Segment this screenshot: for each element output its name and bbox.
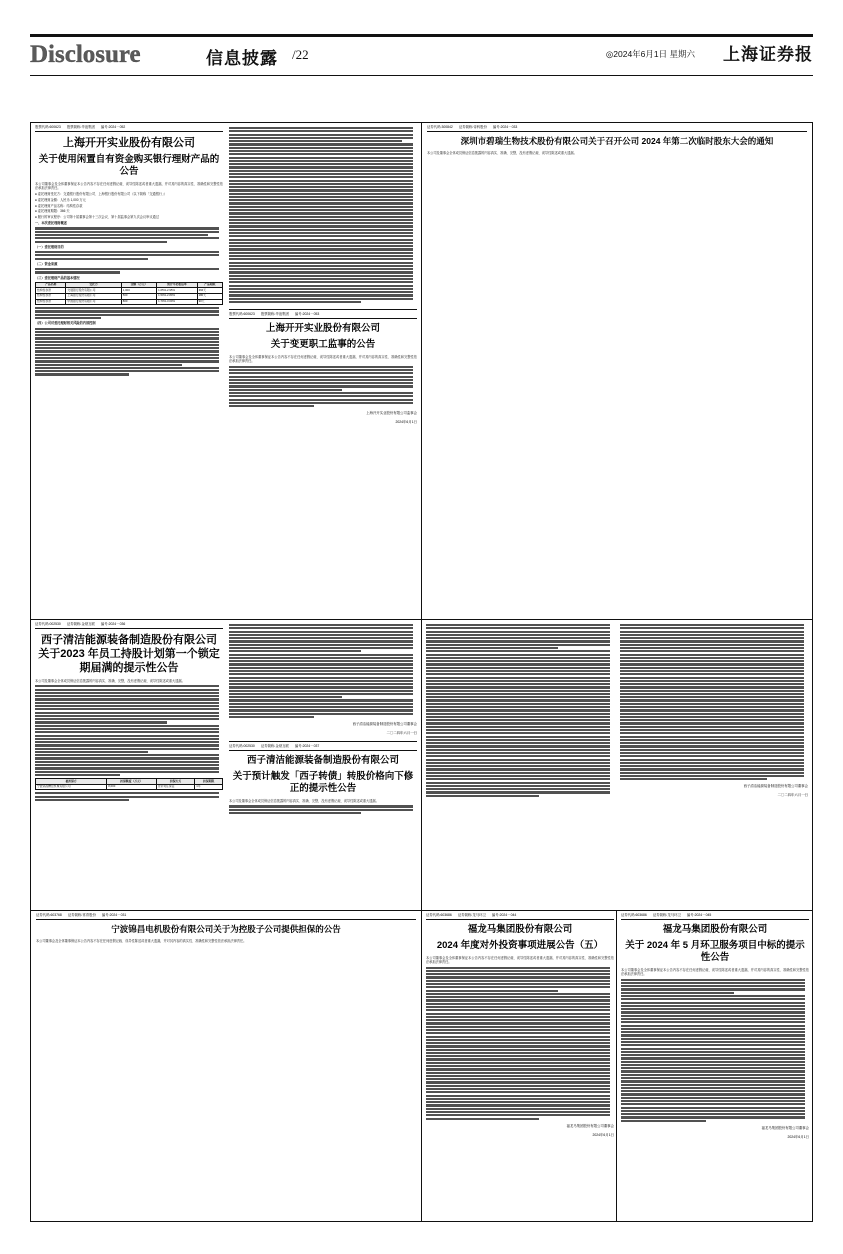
article-block-6	[32, 913, 420, 1218]
stock-name: 证券简称:金财互联	[260, 744, 289, 749]
masthead-cn-title: 信息披露	[206, 49, 278, 68]
bullet-1: ● 委托理财受托方：交通银行股份有限公司、上海银行股份有限公司（以下简称「交通银行」）	[35, 192, 167, 197]
cell: 180天	[197, 293, 222, 299]
cell: 连带责任保证	[156, 784, 195, 790]
cell: 1,000	[121, 288, 156, 294]
article-subtitle: 关于使用闲置自有资金购买银行理财产品的公告	[38, 154, 220, 177]
body-text-fill	[35, 328, 223, 376]
masthead-page-number: /22	[292, 47, 309, 62]
stock-code-row	[426, 913, 614, 918]
article-block-1	[32, 125, 420, 617]
product-table	[35, 282, 223, 305]
article-block-7	[423, 913, 617, 1218]
article-title: 上海开开实业股份有限公司	[63, 137, 195, 149]
table-header: 被担保方	[36, 779, 107, 785]
legal-notice: 本公司董事会及全体董事保证本公告内容不存在任何虚假记载、误导性陈述或者重大遗漏，并对其内容的真实性、准确性和完整性依法承担法律责任。	[229, 355, 417, 364]
signature-date: 二〇二四年六月一日	[386, 731, 417, 736]
stock-name: 证券简称:龙马环卫	[457, 913, 486, 917]
stock-code-row	[35, 622, 223, 627]
article-block-4	[32, 622, 420, 908]
table-row	[36, 299, 223, 305]
body-text-fill	[35, 268, 223, 273]
table-row	[36, 784, 223, 790]
cell: 1.70%-3.00%	[157, 299, 197, 305]
signature-org: 西子清洁能源装备制造股份有限公司董事会	[743, 784, 808, 789]
stock-code: 证券代码:603686	[426, 913, 452, 917]
masthead-paper-name: 上海证券报	[723, 45, 813, 64]
cell: 500	[121, 293, 156, 299]
stock-name: 股票简称:华谊集团	[66, 125, 95, 129]
body-text-fill	[35, 307, 223, 319]
article-title: 西子清洁能源装备制造股份有限公司关于2023 年员工持股计划第一个锁定期届满的提示性公告	[38, 634, 220, 674]
table-header: 产品名称	[36, 282, 66, 288]
stock-name: 证券简称:常青股份	[67, 913, 96, 917]
article-title: 上海开开实业股份有限公司	[265, 323, 380, 335]
cell: 结构性存款	[36, 299, 66, 305]
masthead-rule-bottom	[30, 75, 813, 76]
article-title: 福龙马集团股份有限公司	[467, 924, 573, 935]
stock-code: 证券代码:603686	[621, 913, 647, 917]
bullet-5: ● 履行的审议程序：公司第十届董事会第十三次会议、第十届监事会第九次会议审议通过	[35, 215, 159, 220]
masthead-date: ◎2024年6月1日 星期六	[605, 49, 695, 59]
stock-code-row	[36, 913, 416, 918]
stock-code-row	[229, 312, 417, 317]
table-header: 担保方式	[156, 779, 195, 785]
cell: 中国银行股份有限公司	[66, 299, 121, 305]
article-subtitle: 关于 2024 年 5 月环卫服务项目中标的提示性公告	[625, 940, 805, 963]
signature-org: 西子清洁能源装备制造股份有限公司董事会	[352, 722, 417, 727]
article-block-5	[423, 622, 811, 908]
announcement-no: 编号:2024－052	[100, 125, 126, 129]
article-block-8	[618, 913, 812, 1218]
body-text-fill	[620, 624, 808, 780]
stock-code: 证券代码:002530	[229, 744, 255, 749]
table-header: 担保期限	[195, 779, 223, 785]
stock-name: 证券简称:金财互联	[66, 622, 95, 626]
stock-code-row	[35, 125, 223, 130]
signature-date: 二〇二四年六月一日	[777, 793, 808, 798]
section-heading-5: （四）公司对委托理财相关风险的内部控制	[35, 321, 96, 326]
article-subtitle: 关于变更职工监事的公告	[270, 339, 376, 351]
stock-code: 证券代码:603768	[36, 913, 62, 917]
signature-date: 2024年6月1日	[395, 420, 417, 425]
stock-code: 股票代码:600623	[35, 125, 61, 129]
body-text-fill	[35, 685, 223, 776]
bullet-3: ● 委托理财产品名称：结构性存款	[35, 203, 83, 208]
cell: 结构性存款	[36, 293, 66, 299]
stock-code: 股票代码:600623	[229, 312, 255, 317]
legal-notice: 本公司及董事会全体成员保证信息披露的内容真实、准确、完整，没有虚假记载、误导性陈述或重大遗漏。	[35, 679, 185, 683]
stock-code-row	[229, 744, 417, 749]
cell: 366天	[197, 288, 222, 294]
body-text-fill	[229, 366, 417, 408]
table-header: 金额（万元）	[121, 282, 156, 288]
stock-name: 股票简称:华谊集团	[260, 312, 289, 317]
article-title: 宁波锦昌电机股份有限公司关于为控股子公司提供担保的公告	[111, 924, 341, 934]
signature-org: 上海开开实业股份有限公司监事会	[366, 411, 417, 416]
cell: 1.65%-2.95%	[157, 288, 197, 294]
stock-code: 证券代码:002530	[35, 622, 61, 626]
body-text-fill	[229, 805, 417, 814]
signature-org: 福龙马集团股份有限公司董事会	[761, 1125, 809, 1130]
table-header: 受托方	[66, 282, 121, 288]
lockup-table	[35, 778, 223, 790]
legal-notice: 本公司董事会及全体董事保证本公告内容不存在任何虚假记载、误导性陈述或者重大遗漏，并对其内容的真实性、准确性和完整性依法承担法律责任。	[426, 956, 614, 965]
cell: 结构性存款	[36, 288, 66, 294]
legal-notice: 本公司及董事会全体成员保证信息披露的内容真实、准确、完整，没有虚假记载、误导性陈述或重大遗漏。	[229, 799, 379, 804]
article-grid	[30, 122, 813, 1222]
section-heading-4: （三）委托理财产品的基本情况	[35, 275, 80, 280]
body-text-fill	[229, 127, 417, 303]
section-heading-2: （一）委托理财目的	[35, 244, 64, 249]
masthead-logo: Disclosure	[30, 41, 141, 68]
announcement-no: 编号:2024－045	[686, 913, 712, 917]
announcement-no: 编号:2024－037	[294, 744, 320, 749]
table-header: 担保额度（万元）	[107, 779, 156, 785]
section-heading-1: 一、本次委托理财概述	[35, 221, 67, 226]
signature-org: 福龙马集团股份有限公司董事会	[566, 1123, 614, 1128]
body-text-fill	[229, 624, 417, 718]
stock-code-row	[427, 125, 807, 130]
cell: 上海银行股份有限公司	[66, 293, 121, 299]
body-text-fill	[35, 227, 223, 242]
stock-code: 证券代码:300842	[427, 125, 453, 129]
cell: 1年	[195, 784, 223, 790]
stock-code-row	[621, 913, 809, 918]
body-text-fill	[621, 979, 809, 1122]
announcement-no: 编号:2024－033	[492, 125, 518, 129]
bullet-2: ● 委托理财金额：人民币 1,000 万元	[35, 197, 86, 202]
stock-name: 证券简称:帝科股份	[458, 125, 487, 129]
legal-notice: 本公司及董事会全体成员保证信息披露的内容真实、准确、完整，没有虚假记载、误导性陈述或重大遗漏。	[427, 151, 577, 155]
article-subtitle: 关于预计触发「西子转债」转股价格向下修正的提示性公告	[232, 771, 414, 795]
announcement-no: 编号:2024－053	[294, 312, 320, 317]
stock-name: 证券简称:龙马环卫	[652, 913, 681, 917]
signature-date: 2024年6月1日	[592, 1132, 614, 1137]
announcement-no: 编号:2024－036	[100, 622, 126, 626]
section-heading-3: （二）资金来源	[35, 261, 58, 266]
body-text-fill	[426, 624, 614, 797]
legal-notice: 本公司董事会及全体董事保证本公告内容不存在任何虚假记载、误导性陈述或者重大遗漏，并对其内容的真实性、准确性和完整性依法承担法律责任。	[621, 968, 809, 977]
cell: 8,000	[107, 784, 156, 790]
masthead-rule-top	[30, 34, 813, 37]
cell: 90天	[197, 299, 222, 305]
article-title: 西子清洁能源装备制造股份有限公司	[246, 755, 399, 767]
table-header: 产品期限	[197, 282, 222, 288]
masthead	[30, 34, 813, 78]
article-block-3	[423, 125, 811, 617]
article-title: 深圳市碧瑞生物技术股份有限公司关于召开公司 2024 年第二次临时股东大会的通知	[460, 136, 774, 146]
announcement-no: 编号:2024－044	[491, 913, 517, 917]
cell: 宁波锦昌精密机械有限公司	[36, 784, 107, 790]
bullet-4: ● 委托理财期限：366 天	[35, 209, 70, 214]
signature-date: 2024年6月1日	[787, 1134, 809, 1139]
table-header: 预计年化收益率	[157, 282, 197, 288]
cell: 1.50%-2.80%	[157, 293, 197, 299]
legal-notice: 本公司董事会及全体董事保证本公告内容不存在任何虚假记载、误导性陈述或者重大遗漏，并对其内容的真实性、准确性和完整性依法承担法律责任。	[35, 182, 223, 191]
body-text-fill	[426, 967, 614, 1120]
cell: 800	[121, 299, 156, 305]
announcement-no: 编号:2024－031	[101, 913, 127, 917]
cell: 交通银行股份有限公司	[66, 288, 121, 294]
article-subtitle: 2024 年度对外投资事项进展公告（五）	[436, 940, 604, 951]
article-title: 福龙马集团股份有限公司	[662, 924, 768, 935]
body-text-fill	[35, 251, 223, 260]
legal-notice: 本公司董事会及全体董事保证本公告内容不存在任何虚假记载、误导性陈述或者重大遗漏，并对其内容的真实性、准确性和完整性依法承担法律责任。	[36, 939, 247, 943]
body-text-fill	[35, 792, 223, 801]
